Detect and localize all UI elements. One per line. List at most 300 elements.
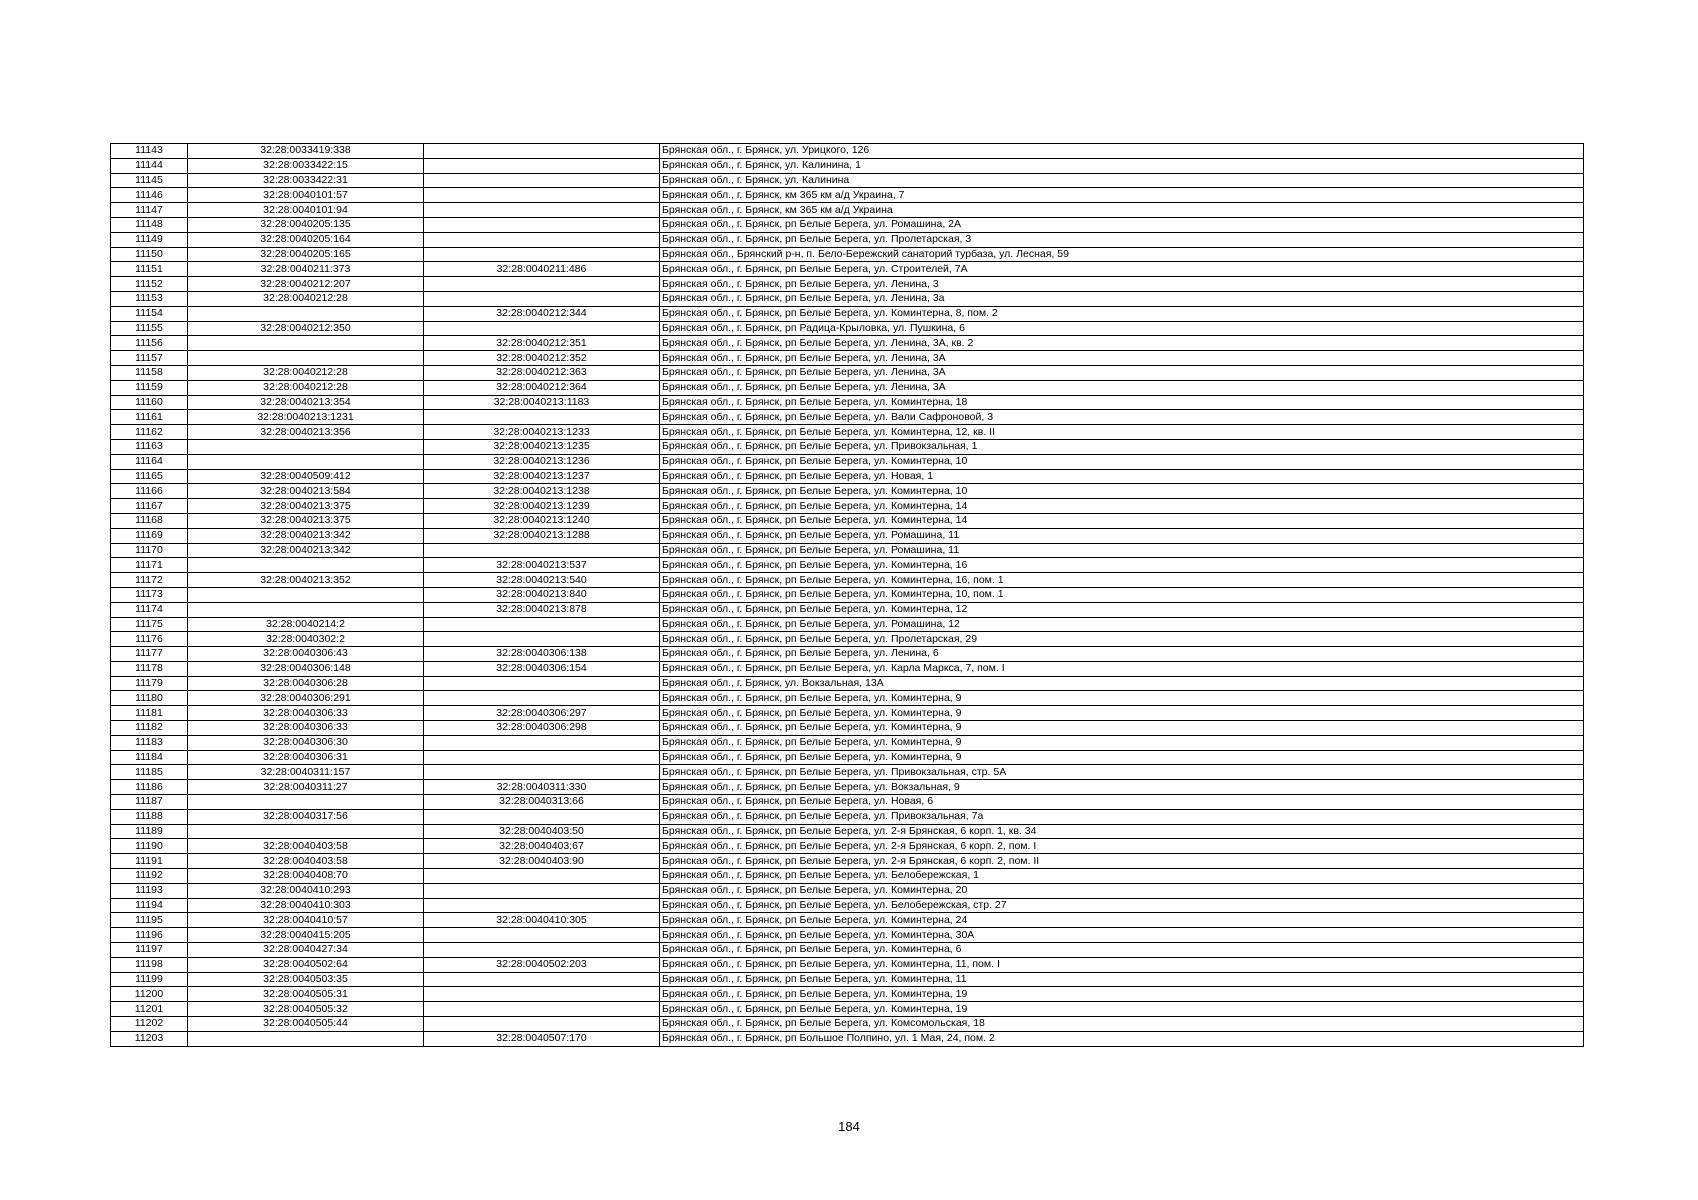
page-number: 184: [838, 1119, 860, 1134]
row-number-cell: 11146: [111, 188, 188, 203]
row-number-cell: 11160: [111, 395, 188, 410]
object-number-cell: 32:28:0040502:203: [424, 957, 660, 972]
parcel-number-cell: [188, 454, 424, 469]
row-number-cell: 11152: [111, 277, 188, 292]
address-cell: Брянская обл., Брянский р-н, п. Бело-Бережский санаторий турбаза, ул. Лесная, 59: [660, 247, 1584, 262]
address-cell: Брянская обл., г. Брянск, рп Белые Берега, ул. Коминтерна, 18: [660, 395, 1584, 410]
table-row: [111, 943, 1584, 958]
row-number-cell: 11148: [111, 217, 188, 232]
table-row: [111, 351, 1584, 366]
address-cell: Брянская обл., г. Брянск, рп Белые Берега, ул. Новая, 6: [660, 795, 1584, 810]
address-cell: Брянская обл., г. Брянск, км 365 км а/д Украина: [660, 203, 1584, 218]
row-number-cell: 11153: [111, 291, 188, 306]
object-number-cell: [424, 617, 660, 632]
table-row: [111, 587, 1584, 602]
table-row: [111, 602, 1584, 617]
address-cell: Брянская обл., г. Брянск, рп Белые Берега, ул. Коминтерна, 6: [660, 943, 1584, 958]
address-cell: Брянская обл., г. Брянск, рп Белые Берега, ул. Коминтерна, 14: [660, 513, 1584, 528]
row-number-cell: 11147: [111, 203, 188, 218]
object-number-cell: [424, 765, 660, 780]
row-number-cell: 11155: [111, 321, 188, 336]
object-number-cell: 32:28:0040313:66: [424, 795, 660, 810]
parcel-number-cell: 32:28:0040213:1231: [188, 410, 424, 425]
address-cell: Брянская обл., г. Брянск, рп Белые Берега, ул. Ромашина, 11: [660, 528, 1584, 543]
table-row: [111, 499, 1584, 514]
table-row: [111, 795, 1584, 810]
parcel-number-cell: 32:28:0033422:31: [188, 173, 424, 188]
row-number-cell: 11143: [111, 144, 188, 159]
row-number-cell: 11157: [111, 351, 188, 366]
row-number-cell: 11165: [111, 469, 188, 484]
address-cell: Брянская обл., г. Брянск, рп Белые Берега, ул. Пролетарская, 29: [660, 632, 1584, 647]
table-row: [111, 898, 1584, 913]
address-cell: Брянская обл., г. Брянск, рп Белые Берега, ул. 2-я Брянская, 6 корп. 1, кв. 34: [660, 824, 1584, 839]
table-row: [111, 913, 1584, 928]
row-number-cell: 11182: [111, 721, 188, 736]
object-number-cell: [424, 632, 660, 647]
table-row: [111, 824, 1584, 839]
table-row: [111, 617, 1584, 632]
object-number-cell: [424, 735, 660, 750]
object-number-cell: [424, 883, 660, 898]
registry-table: [110, 143, 1584, 1047]
row-number-cell: 11181: [111, 706, 188, 721]
row-number-cell: 11203: [111, 1031, 188, 1046]
table-row: [111, 365, 1584, 380]
parcel-number-cell: 32:28:0040415:205: [188, 928, 424, 943]
row-number-cell: 11173: [111, 587, 188, 602]
row-number-cell: 11164: [111, 454, 188, 469]
row-number-cell: 11179: [111, 676, 188, 691]
table-row: [111, 558, 1584, 573]
address-cell: Брянская обл., г. Брянск, рп Белые Берега, ул. 2-я Брянская, 6 корп. 2, пом. I: [660, 839, 1584, 854]
object-number-cell: [424, 987, 660, 1002]
parcel-number-cell: 32:28:0040317:56: [188, 809, 424, 824]
table-row: [111, 144, 1584, 159]
parcel-number-cell: 32:28:0040213:375: [188, 513, 424, 528]
row-number-cell: 11156: [111, 336, 188, 351]
object-number-cell: [424, 173, 660, 188]
object-number-cell: [424, 410, 660, 425]
object-number-cell: [424, 928, 660, 943]
table-row: [111, 410, 1584, 425]
table-row: [111, 217, 1584, 232]
address-cell: Брянская обл., г. Брянск, рп Белые Берега, ул. Ленина, 3А: [660, 365, 1584, 380]
address-cell: Брянская обл., г. Брянск, рп Белые Берега, ул. Белобережская, стр. 27: [660, 898, 1584, 913]
table-row: [111, 306, 1584, 321]
address-cell: Брянская обл., г. Брянск, рп Белые Берега, ул. Привокзальная, 7а: [660, 809, 1584, 824]
address-cell: Брянская обл., г. Брянск, рп Белые Берега, ул. Вали Сафроновой, 3: [660, 410, 1584, 425]
parcel-number-cell: [188, 306, 424, 321]
object-number-cell: 32:28:0040213:840: [424, 587, 660, 602]
parcel-number-cell: [188, 558, 424, 573]
table-row: [111, 691, 1584, 706]
table-row: [111, 484, 1584, 499]
table-row: [111, 336, 1584, 351]
row-number-cell: 11158: [111, 365, 188, 380]
object-number-cell: 32:28:0040212:344: [424, 306, 660, 321]
table-row: [111, 869, 1584, 884]
row-number-cell: 11195: [111, 913, 188, 928]
parcel-number-cell: 32:28:0040502:64: [188, 957, 424, 972]
object-number-cell: 32:28:0040213:878: [424, 602, 660, 617]
parcel-number-cell: 32:28:0040427:34: [188, 943, 424, 958]
table-row: [111, 425, 1584, 440]
object-number-cell: 32:28:0040306:154: [424, 661, 660, 676]
object-number-cell: [424, 809, 660, 824]
parcel-number-cell: [188, 336, 424, 351]
address-cell: Брянская обл., г. Брянск, рп Белые Берега, ул. Ленина, 3: [660, 277, 1584, 292]
parcel-number-cell: 32:28:0040213:342: [188, 543, 424, 558]
address-cell: Брянская обл., г. Брянск, ул. Вокзальная, 13А: [660, 676, 1584, 691]
address-cell: Брянская обл., г. Брянск, рп Белые Берега, ул. Коминтерна, 19: [660, 987, 1584, 1002]
object-number-cell: [424, 869, 660, 884]
object-number-cell: [424, 972, 660, 987]
table-row: [111, 321, 1584, 336]
table-row: [111, 972, 1584, 987]
table-row: [111, 439, 1584, 454]
row-number-cell: 11144: [111, 158, 188, 173]
parcel-number-cell: 32:28:0040311:27: [188, 780, 424, 795]
parcel-number-cell: 32:28:0040101:94: [188, 203, 424, 218]
object-number-cell: 32:28:0040213:540: [424, 573, 660, 588]
parcel-number-cell: 32:28:0040213:375: [188, 499, 424, 514]
parcel-number-cell: [188, 1031, 424, 1046]
parcel-number-cell: [188, 602, 424, 617]
object-number-cell: 32:28:0040213:1288: [424, 528, 660, 543]
object-number-cell: [424, 1002, 660, 1017]
row-number-cell: 11171: [111, 558, 188, 573]
address-cell: Брянская обл., г. Брянск, км 365 км а/д Украина, 7: [660, 188, 1584, 203]
parcel-number-cell: 32:28:0040213:352: [188, 573, 424, 588]
object-number-cell: 32:28:0040507:170: [424, 1031, 660, 1046]
object-number-cell: 32:28:0040213:1235: [424, 439, 660, 454]
parcel-number-cell: 32:28:0040205:164: [188, 232, 424, 247]
parcel-number-cell: 32:28:0040212:350: [188, 321, 424, 336]
address-cell: Брянская обл., г. Брянск, рп Белые Берега, ул. Коминтерна, 16, пом. 1: [660, 573, 1584, 588]
row-number-cell: 11177: [111, 647, 188, 662]
address-cell: Брянская обл., г. Брянск, рп Белые Берега, ул. Ленина, 3А, кв. 2: [660, 336, 1584, 351]
object-number-cell: [424, 217, 660, 232]
table-row: [111, 721, 1584, 736]
address-cell: Брянская обл., г. Брянск, рп Радица-Крыловка, ул. Пушкина, 6: [660, 321, 1584, 336]
object-number-cell: [424, 691, 660, 706]
address-cell: Брянская обл., г. Брянск, рп Белые Берега, ул. Ромашина, 12: [660, 617, 1584, 632]
address-cell: Брянская обл., г. Брянск, рп Белые Берега, ул. Коминтерна, 10: [660, 484, 1584, 499]
address-cell: Брянская обл., г. Брянск, рп Белые Берега, ул. Ленина, 6: [660, 647, 1584, 662]
address-cell: Брянская обл., г. Брянск, рп Большое Полпино, ул. 1 Мая, 24, пом. 2: [660, 1031, 1584, 1046]
parcel-number-cell: [188, 351, 424, 366]
row-number-cell: 11167: [111, 499, 188, 514]
address-cell: Брянская обл., г. Брянск, рп Белые Берега, ул. Коминтерна, 11, пом. I: [660, 957, 1584, 972]
address-cell: Брянская обл., г. Брянск, рп Белые Берега, ул. Коминтерна, 9: [660, 721, 1584, 736]
row-number-cell: 11151: [111, 262, 188, 277]
address-cell: Брянская обл., г. Брянск, рп Белые Берега, ул. Ромашина, 11: [660, 543, 1584, 558]
row-number-cell: 11180: [111, 691, 188, 706]
row-number-cell: 11174: [111, 602, 188, 617]
row-number-cell: 11172: [111, 573, 188, 588]
row-number-cell: 11199: [111, 972, 188, 987]
object-number-cell: [424, 898, 660, 913]
parcel-number-cell: 32:28:0040410:303: [188, 898, 424, 913]
table-row: [111, 380, 1584, 395]
address-cell: Брянская обл., г. Брянск, рп Белые Берега, ул. Коминтерна, 9: [660, 750, 1584, 765]
address-cell: Брянская обл., г. Брянск, рп Белые Берега, ул. Привокзальная, стр. 5А: [660, 765, 1584, 780]
table-row: [111, 203, 1584, 218]
parcel-number-cell: 32:28:0040306:28: [188, 676, 424, 691]
parcel-number-cell: 32:28:0040503:35: [188, 972, 424, 987]
object-number-cell: 32:28:0040403:90: [424, 854, 660, 869]
table-row: [111, 854, 1584, 869]
object-number-cell: 32:28:0040306:298: [424, 721, 660, 736]
row-number-cell: 11185: [111, 765, 188, 780]
table-row: [111, 291, 1584, 306]
table-row: [111, 158, 1584, 173]
object-number-cell: [424, 203, 660, 218]
row-number-cell: 11189: [111, 824, 188, 839]
parcel-number-cell: 32:28:0040205:165: [188, 247, 424, 262]
object-number-cell: 32:28:0040213:1236: [424, 454, 660, 469]
object-number-cell: 32:28:0040212:352: [424, 351, 660, 366]
address-cell: Брянская обл., г. Брянск, рп Белые Берега, ул. 2-я Брянская, 6 корп. 2, пом. II: [660, 854, 1584, 869]
table-row: [111, 395, 1584, 410]
address-cell: Брянская обл., г. Брянск, рп Белые Берега, ул. Комсомольская, 18: [660, 1017, 1584, 1032]
table-row: [111, 1017, 1584, 1032]
address-cell: Брянская обл., г. Брянск, рп Белые Берега, ул. Коминтерна, 9: [660, 706, 1584, 721]
table-row: [111, 573, 1584, 588]
row-number-cell: 11196: [111, 928, 188, 943]
object-number-cell: 32:28:0040213:537: [424, 558, 660, 573]
parcel-number-cell: 32:28:0040505:31: [188, 987, 424, 1002]
parcel-number-cell: 32:28:0033419:338: [188, 144, 424, 159]
row-number-cell: 11183: [111, 735, 188, 750]
parcel-number-cell: 32:28:0040311:157: [188, 765, 424, 780]
address-cell: Брянская обл., г. Брянск, рп Белые Берега, ул. Коминтерна, 24: [660, 913, 1584, 928]
row-number-cell: 11192: [111, 869, 188, 884]
object-number-cell: 32:28:0040213:1233: [424, 425, 660, 440]
parcel-number-cell: 32:28:0040306:30: [188, 735, 424, 750]
row-number-cell: 11187: [111, 795, 188, 810]
row-number-cell: 11186: [111, 780, 188, 795]
parcel-number-cell: 32:28:0040213:342: [188, 528, 424, 543]
object-number-cell: 32:28:0040213:1237: [424, 469, 660, 484]
row-number-cell: 11201: [111, 1002, 188, 1017]
parcel-number-cell: [188, 439, 424, 454]
object-number-cell: 32:28:0040211:486: [424, 262, 660, 277]
address-cell: Брянская обл., г. Брянск, рп Белые Берега, ул. Коминтерна, 9: [660, 735, 1584, 750]
table-row: [111, 765, 1584, 780]
parcel-number-cell: 32:28:0040505:32: [188, 1002, 424, 1017]
row-number-cell: 11176: [111, 632, 188, 647]
object-number-cell: 32:28:0040213:1238: [424, 484, 660, 499]
object-number-cell: [424, 321, 660, 336]
object-number-cell: 32:28:0040311:330: [424, 780, 660, 795]
table-row: [111, 676, 1584, 691]
row-number-cell: 11175: [111, 617, 188, 632]
object-number-cell: 32:28:0040213:1183: [424, 395, 660, 410]
row-number-cell: 11197: [111, 943, 188, 958]
row-number-cell: 11162: [111, 425, 188, 440]
registry-table-body: [111, 144, 1584, 1047]
address-cell: Брянская обл., г. Брянск, рп Белые Берега, ул. Ленина, 3А: [660, 380, 1584, 395]
table-row: [111, 513, 1584, 528]
object-number-cell: [424, 543, 660, 558]
table-row: [111, 277, 1584, 292]
address-cell: Брянская обл., г. Брянск, рп Белые Берега, ул. Ромашина, 2А: [660, 217, 1584, 232]
table-row: [111, 928, 1584, 943]
parcel-number-cell: 32:28:0040212:28: [188, 380, 424, 395]
object-number-cell: [424, 1017, 660, 1032]
parcel-number-cell: 32:28:0040213:356: [188, 425, 424, 440]
table-row: [111, 469, 1584, 484]
address-cell: Брянская обл., г. Брянск, рп Белые Берега, ул. Коминтерна, 19: [660, 1002, 1584, 1017]
table-row: [111, 528, 1584, 543]
table-row: [111, 262, 1584, 277]
table-row: [111, 647, 1584, 662]
object-number-cell: [424, 676, 660, 691]
address-cell: Брянская обл., г. Брянск, рп Белые Берега, ул. Коминтерна, 8, пом. 2: [660, 306, 1584, 321]
row-number-cell: 11150: [111, 247, 188, 262]
row-number-cell: 11170: [111, 543, 188, 558]
object-number-cell: 32:28:0040212:363: [424, 365, 660, 380]
address-cell: Брянская обл., г. Брянск, рп Белые Берега, ул. Вокзальная, 9: [660, 780, 1584, 795]
parcel-number-cell: 32:28:0040212:28: [188, 365, 424, 380]
object-number-cell: [424, 750, 660, 765]
address-cell: Брянская обл., г. Брянск, рп Белые Берега, ул. Коминтерна, 12, кв. II: [660, 425, 1584, 440]
object-number-cell: 32:28:0040403:50: [424, 824, 660, 839]
address-cell: Брянская обл., г. Брянск, рп Белые Берега, ул. Привокзальная, 1: [660, 439, 1584, 454]
object-number-cell: [424, 232, 660, 247]
object-number-cell: [424, 158, 660, 173]
object-number-cell: [424, 291, 660, 306]
row-number-cell: 11161: [111, 410, 188, 425]
object-number-cell: [424, 943, 660, 958]
parcel-number-cell: 32:28:0040403:58: [188, 839, 424, 854]
row-number-cell: 11178: [111, 661, 188, 676]
address-cell: Брянская обл., г. Брянск, рп Белые Берега, ул. Коминтерна, 10: [660, 454, 1584, 469]
parcel-number-cell: 32:28:0040211:373: [188, 262, 424, 277]
address-cell: Брянская обл., г. Брянск, рп Белые Берега, ул. Ленина, 3А: [660, 351, 1584, 366]
parcel-number-cell: 32:28:0040306:291: [188, 691, 424, 706]
object-number-cell: [424, 188, 660, 203]
address-cell: Брянская обл., г. Брянск, рп Белые Берега, ул. Строителей, 7А: [660, 262, 1584, 277]
row-number-cell: 11149: [111, 232, 188, 247]
parcel-number-cell: 32:28:0040205:135: [188, 217, 424, 232]
object-number-cell: [424, 277, 660, 292]
parcel-number-cell: 32:28:0040212:207: [188, 277, 424, 292]
parcel-number-cell: 32:28:0040408:70: [188, 869, 424, 884]
table-row: [111, 750, 1584, 765]
address-cell: Брянская обл., г. Брянск, ул. Калинина, 1: [660, 158, 1584, 173]
address-cell: Брянская обл., г. Брянск, ул. Урицкого, 126: [660, 144, 1584, 159]
row-number-cell: 11159: [111, 380, 188, 395]
table-row: [111, 632, 1584, 647]
row-number-cell: 11145: [111, 173, 188, 188]
address-cell: Брянская обл., г. Брянск, рп Белые Берега, ул. Коминтерна, 20: [660, 883, 1584, 898]
address-cell: Брянская обл., г. Брянск, рп Белые Берега, ул. Коминтерна, 10, пом. 1: [660, 587, 1584, 602]
object-number-cell: 32:28:0040306:138: [424, 647, 660, 662]
address-cell: Брянская обл., г. Брянск, рп Белые Берега, ул. Коминтерна, 11: [660, 972, 1584, 987]
row-number-cell: 11202: [111, 1017, 188, 1032]
row-number-cell: 11190: [111, 839, 188, 854]
row-number-cell: 11193: [111, 883, 188, 898]
address-cell: Брянская обл., г. Брянск, рп Белые Берега, ул. Коминтерна, 16: [660, 558, 1584, 573]
address-cell: Брянская обл., г. Брянск, рп Белые Берега, ул. Пролетарская, 3: [660, 232, 1584, 247]
row-number-cell: 11200: [111, 987, 188, 1002]
table-row: [111, 173, 1584, 188]
parcel-number-cell: 32:28:0040212:28: [188, 291, 424, 306]
object-number-cell: 32:28:0040213:1239: [424, 499, 660, 514]
parcel-number-cell: 32:28:0040214:2: [188, 617, 424, 632]
address-cell: Брянская обл., г. Брянск, ул. Калинина: [660, 173, 1584, 188]
table-row: [111, 706, 1584, 721]
parcel-number-cell: [188, 824, 424, 839]
row-number-cell: 11168: [111, 513, 188, 528]
parcel-number-cell: [188, 587, 424, 602]
object-number-cell: [424, 247, 660, 262]
parcel-number-cell: 32:28:0040505:44: [188, 1017, 424, 1032]
parcel-number-cell: 32:28:0040306:33: [188, 706, 424, 721]
table-row: [111, 232, 1584, 247]
table-row: [111, 839, 1584, 854]
parcel-number-cell: [188, 795, 424, 810]
table-row: [111, 987, 1584, 1002]
table-row: [111, 735, 1584, 750]
address-cell: Брянская обл., г. Брянск, рп Белые Берега, ул. Коминтерна, 30А: [660, 928, 1584, 943]
table-row: [111, 543, 1584, 558]
table-row: [111, 661, 1584, 676]
parcel-number-cell: 32:28:0040410:293: [188, 883, 424, 898]
row-number-cell: 11154: [111, 306, 188, 321]
table-row: [111, 883, 1584, 898]
object-number-cell: 32:28:0040306:297: [424, 706, 660, 721]
object-number-cell: 32:28:0040410:305: [424, 913, 660, 928]
row-number-cell: 11169: [111, 528, 188, 543]
table-row: [111, 1002, 1584, 1017]
parcel-number-cell: 32:28:0040403:58: [188, 854, 424, 869]
parcel-number-cell: 32:28:0040306:33: [188, 721, 424, 736]
address-cell: Брянская обл., г. Брянск, рп Белые Берега, ул. Коминтерна, 9: [660, 691, 1584, 706]
table-row: [111, 454, 1584, 469]
table-row: [111, 1031, 1584, 1046]
parcel-number-cell: 32:28:0040410:57: [188, 913, 424, 928]
table-row: [111, 780, 1584, 795]
address-cell: Брянская обл., г. Брянск, рп Белые Берега, ул. Карла Маркса, 7, пом. I: [660, 661, 1584, 676]
object-number-cell: [424, 144, 660, 159]
row-number-cell: 11188: [111, 809, 188, 824]
row-number-cell: 11163: [111, 439, 188, 454]
address-cell: Брянская обл., г. Брянск, рп Белые Берега, ул. Новая, 1: [660, 469, 1584, 484]
object-number-cell: 32:28:0040213:1240: [424, 513, 660, 528]
row-number-cell: 11184: [111, 750, 188, 765]
parcel-number-cell: 32:28:0040213:354: [188, 395, 424, 410]
row-number-cell: 11166: [111, 484, 188, 499]
address-cell: Брянская обл., г. Брянск, рп Белые Берега, ул. Белобережская, 1: [660, 869, 1584, 884]
parcel-number-cell: 32:28:0040509:412: [188, 469, 424, 484]
table-row: [111, 957, 1584, 972]
parcel-number-cell: 32:28:0040306:31: [188, 750, 424, 765]
address-cell: Брянская обл., г. Брянск, рп Белые Берега, ул. Коминтерна, 14: [660, 499, 1584, 514]
row-number-cell: 11191: [111, 854, 188, 869]
object-number-cell: 32:28:0040212:364: [424, 380, 660, 395]
parcel-number-cell: 32:28:0040101:57: [188, 188, 424, 203]
object-number-cell: 32:28:0040403:67: [424, 839, 660, 854]
row-number-cell: 11198: [111, 957, 188, 972]
parcel-number-cell: 32:28:0040302:2: [188, 632, 424, 647]
parcel-number-cell: 32:28:0040213:584: [188, 484, 424, 499]
parcel-number-cell: 32:28:0040306:148: [188, 661, 424, 676]
address-cell: Брянская обл., г. Брянск, рп Белые Берега, ул. Ленина, 3а: [660, 291, 1584, 306]
